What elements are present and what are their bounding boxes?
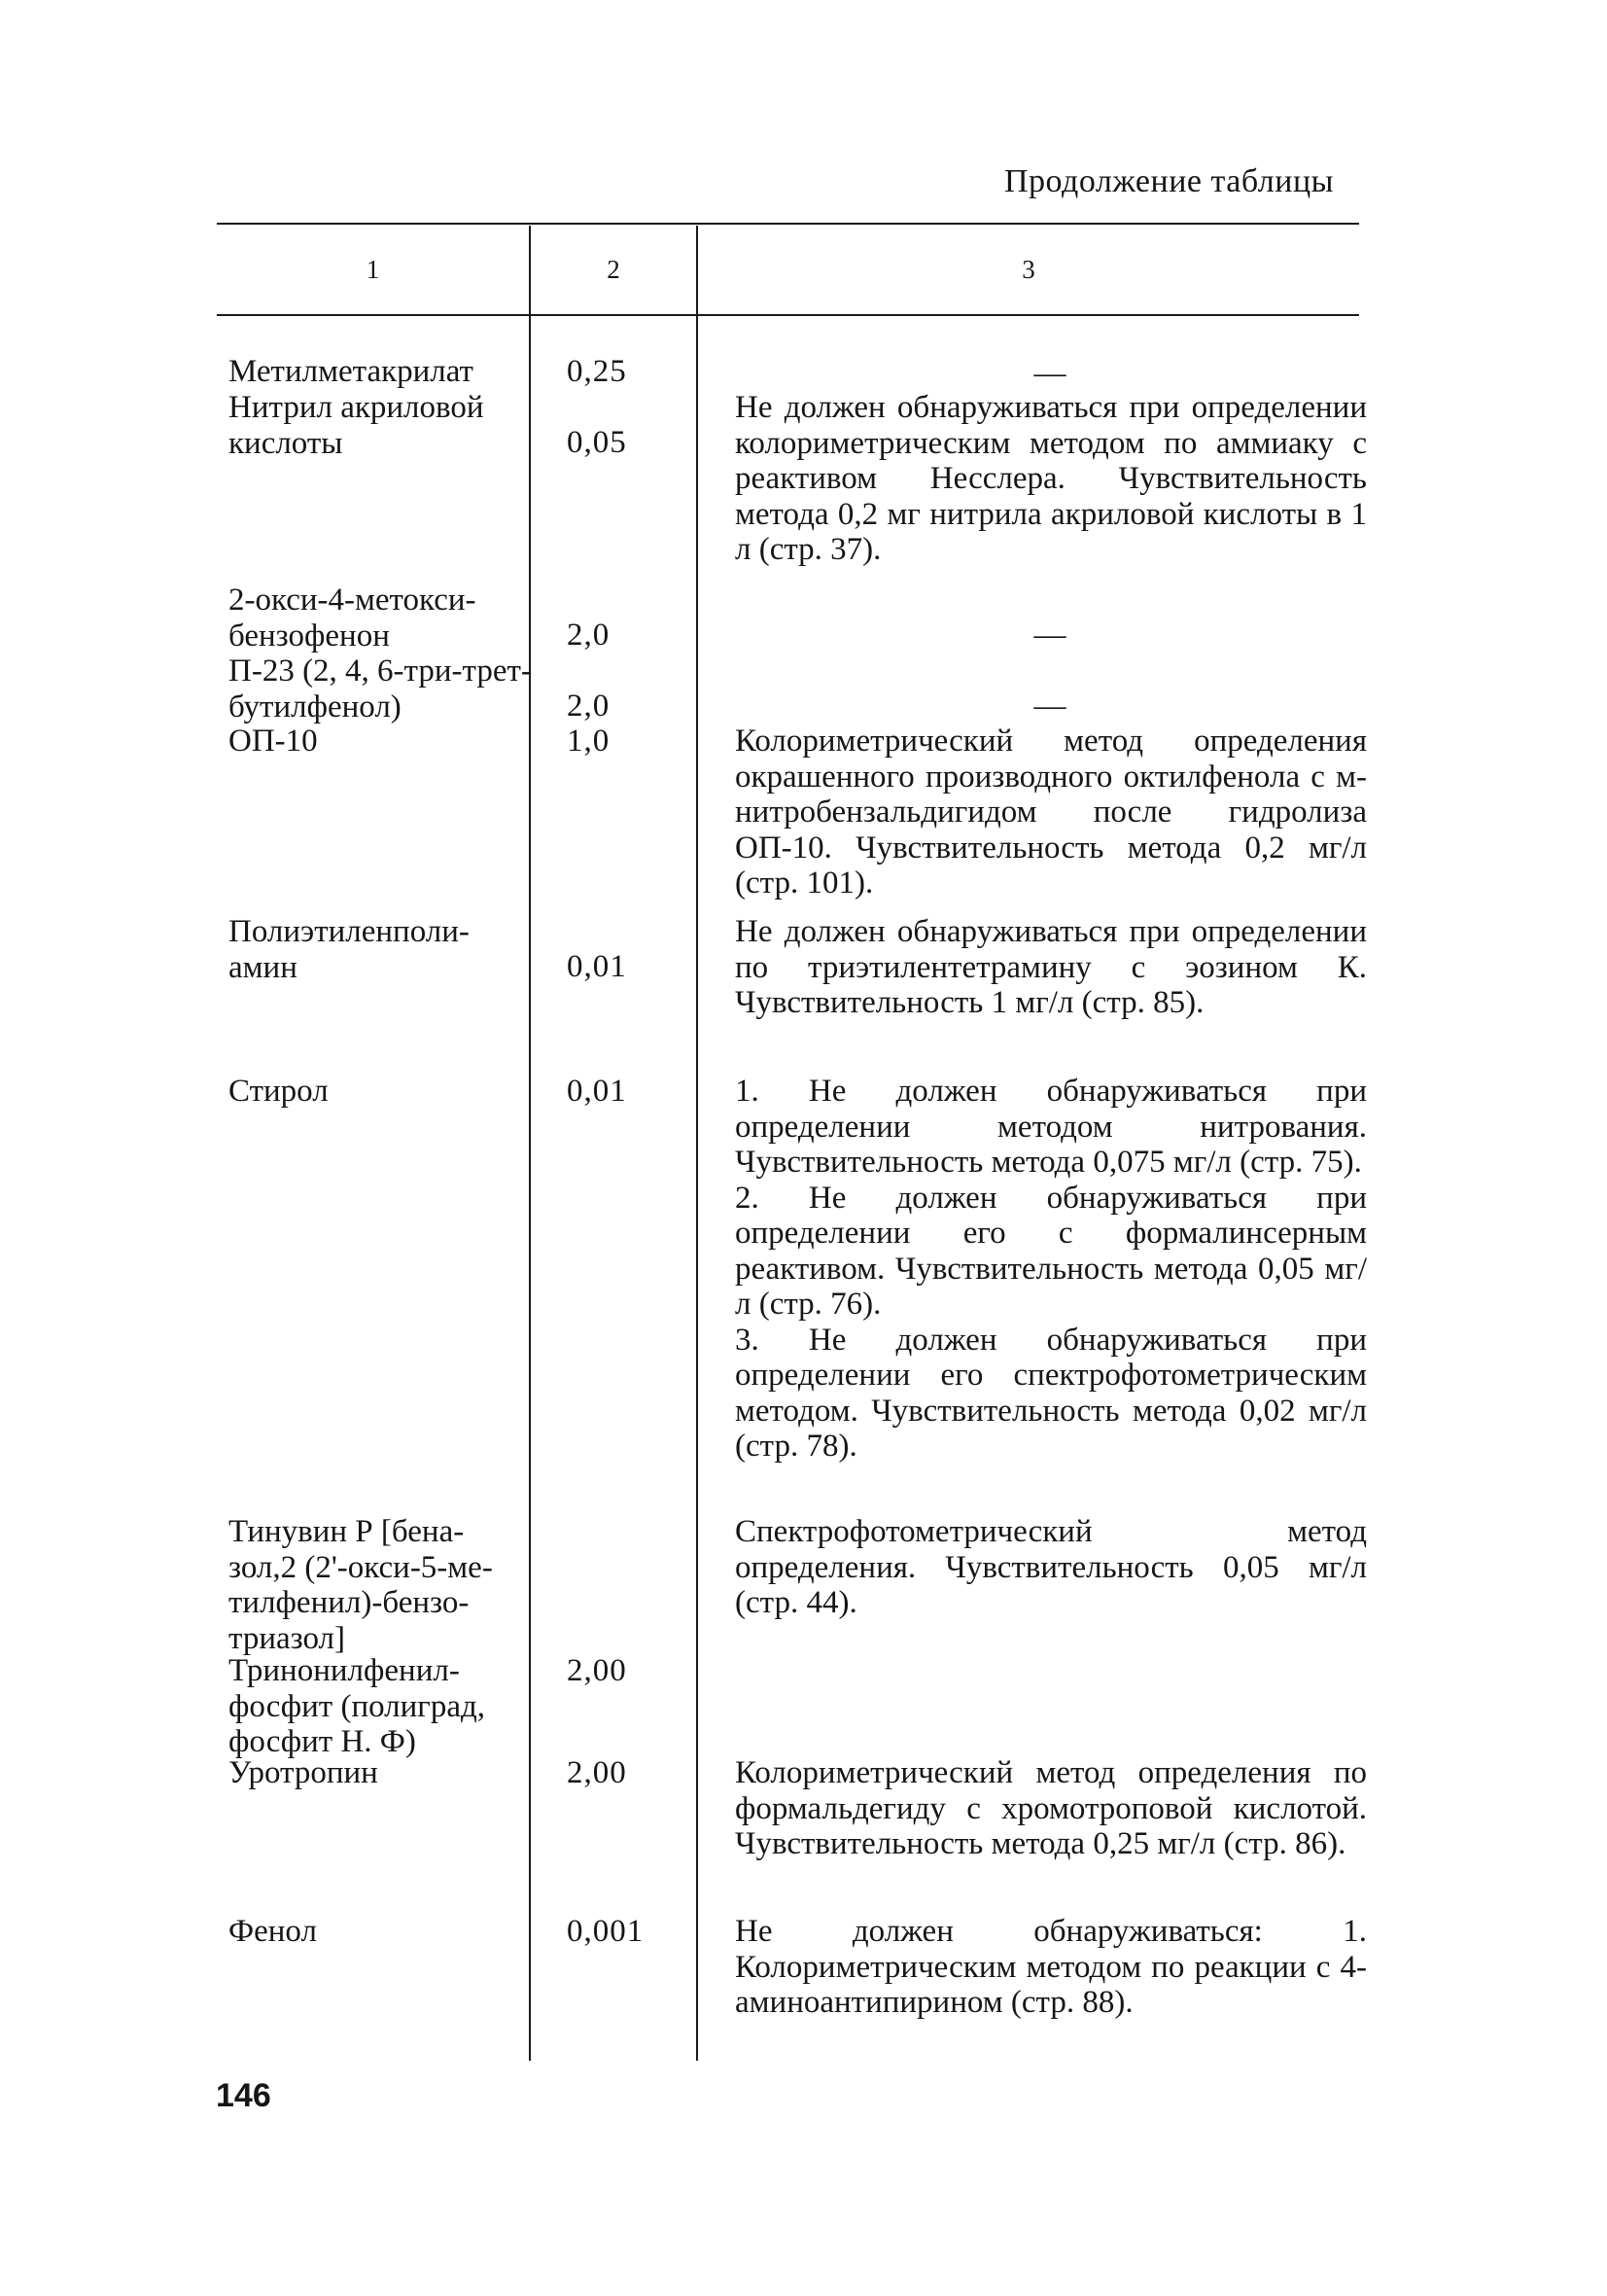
method-note: Колориметрический метод определения по формальдегиду с хромотроповой кислотой. Чувствительность метода 0,25 мг/л (стр. 86).: [735, 1755, 1367, 1861]
method-note-item: 2. Не должен обнаруживаться при определении его с формалинсерным реактивом. Чувствительность метода 0,05 мг/л (стр. 76).: [735, 1180, 1367, 1322]
column-header-2: 2: [607, 255, 620, 284]
substance-name: Тринонилфенил-фосфит (полиград, фосфит Н. Ф): [228, 1653, 486, 1759]
concentration-value: 0,01: [567, 949, 627, 984]
substance-name: Фенол: [228, 1914, 317, 1949]
concentration-value: 2,00: [567, 1755, 627, 1790]
page-number: 146: [216, 2077, 271, 2114]
substance-name: Полиэтиленполи-амин: [228, 914, 470, 985]
concentration-value: 0,25: [567, 354, 627, 389]
method-note: —: [1033, 618, 1066, 653]
method-note: Колориметрический метод определения окрашенного производного октилфенола с м-нитробензальдигидом после гидролиза ОП-10. Чувствительность метода 0,2 мг/л (стр. 101).: [735, 724, 1367, 901]
method-note: Спектрофотометрический метод определения. Чувствительность 0,05 мг/л (стр. 44).: [735, 1514, 1367, 1620]
substance-name: Стирол: [228, 1074, 329, 1109]
method-note-item: 3. Не должен обнаруживаться при определении его спектрофотометрическим методом. Чувствительность метода 0,02 мг/л (стр. 78).: [735, 1322, 1367, 1464]
method-note: —: [1033, 689, 1066, 724]
method-note: Не должен обнаруживаться при определении колориметрическим методом по аммиаку с реактивом Несслера. Чувствительность метода 0,2 мг нитрила акриловой кислоты в 1 л (стр. 37).: [735, 390, 1367, 567]
concentration-value: 0,001: [567, 1914, 645, 1949]
substance-name: Уротропин: [228, 1755, 378, 1790]
concentration-value: 2,00: [567, 1653, 627, 1688]
concentration-value: 2,0: [567, 618, 611, 653]
substance-name: Метилметакрилат: [228, 354, 473, 389]
concentration-value: 1,0: [567, 724, 611, 759]
method-note-item: 1. Не должен обнаруживаться при определении методом нитрования. Чувствительность метода 0,075 мг/л (стр. 75).: [735, 1074, 1367, 1180]
table-continuation-caption: Продолжение таблицы: [1003, 163, 1334, 199]
substance-name: Нитрил акриловой кислоты: [228, 390, 484, 461]
method-note: Не должен обнаруживаться при определении по триэтилентетрамину с эозином К. Чувствительность 1 мг/л (стр. 85).: [735, 914, 1367, 1020]
substance-name: Тинувин Р [бена-зол,2 (2'-окси-5-ме-тилфенил)-бензо-триазол]: [228, 1514, 493, 1656]
table-top-rule: [217, 223, 1359, 225]
substance-name: П-23 (2, 4, 6-три-трет-бутилфенол): [228, 653, 532, 724]
column-header-3: 3: [1022, 255, 1035, 284]
concentration-value: 0,05: [567, 425, 627, 460]
method-note: —: [1033, 356, 1066, 391]
concentration-value: 2,0: [567, 689, 611, 724]
substance-name: ОП-10: [228, 724, 318, 759]
method-notes: [735, 1074, 1367, 1465]
method-note: Не должен обнаруживаться: 1. Колориметрическим методом по реакции с 4-аминоантипирином (стр. 88).: [735, 1914, 1367, 2020]
concentration-value: 0,01: [567, 1074, 627, 1109]
table-header-rule: [217, 314, 1359, 316]
column-divider-2: [696, 226, 698, 2061]
substance-name: 2-окси-4-метокси-бензофенон: [228, 583, 476, 653]
column-header-1: 1: [366, 255, 380, 284]
